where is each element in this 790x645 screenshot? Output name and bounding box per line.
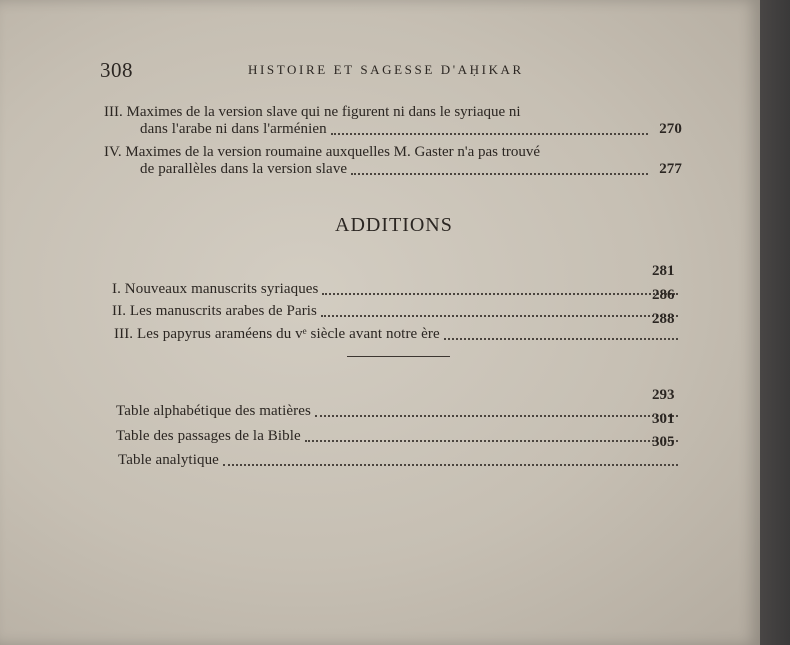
toc-entry-text: Table alphabétique des matières: [116, 403, 311, 419]
dot-leader: [444, 338, 678, 340]
toc-entry-iv: [140, 161, 682, 178]
toc-page-number: 286: [652, 287, 675, 303]
page-header: [100, 58, 680, 84]
page-number: 308: [100, 58, 133, 82]
toc-entry-iii: [140, 121, 682, 138]
toc-page-number: 281: [652, 263, 675, 279]
toc-entry-text: Table analytique: [118, 452, 219, 468]
toc-entry-iii-line1: III. Maximes de la version slave qui ne figurent ni dans le syriaque ni: [104, 104, 521, 120]
dot-leader: [223, 464, 678, 466]
toc-page-number: 288: [652, 311, 675, 327]
toc-entry-additions-i: [112, 281, 682, 298]
toc-entry-text: Table des passages de la Bible: [116, 428, 301, 444]
dot-leader: [315, 415, 678, 417]
toc-entry-text: de parallèles dans la version slave: [140, 161, 348, 177]
toc-entry-text: III. Les papyrus araméens du vᵉ siècle avant notre ère: [114, 326, 440, 342]
toc-page-number: 270: [659, 121, 682, 137]
toc-entry-iv-line1: IV. Maximes de la version roumaine auxquelles M. Gaster n'a pas trouvé: [104, 144, 541, 160]
toc-page-number: 301: [652, 411, 675, 427]
toc-entry-text: dans l'arabe ni dans l'arménien: [140, 121, 327, 137]
toc-entry-text: I. Nouveaux manuscrits syriaques: [112, 281, 319, 297]
toc-page-number: 293: [652, 387, 675, 403]
running-title: HISTOIRE ET SAGESSE D'AḤIKAR: [248, 62, 524, 77]
dot-leader: [331, 133, 648, 135]
toc-page-number: 277: [659, 161, 682, 177]
toc-entry-additions-ii: [112, 303, 682, 320]
dot-leader: [321, 315, 678, 317]
toc-entry-table-analytique: [118, 452, 682, 469]
section-heading-additions: ADDITIONS: [335, 214, 453, 236]
toc-entry-additions-iii: [114, 326, 682, 343]
dot-leader: [322, 293, 678, 295]
toc-page-number: 305: [652, 434, 675, 450]
section-divider: [347, 356, 450, 357]
dot-leader: [305, 440, 678, 442]
toc-entry-table-bible: [116, 428, 682, 445]
dot-leader: [351, 173, 648, 175]
toc-entry-text: II. Les manuscrits arabes de Paris: [112, 303, 317, 319]
toc-entry-table-alphabetique: [116, 403, 682, 420]
